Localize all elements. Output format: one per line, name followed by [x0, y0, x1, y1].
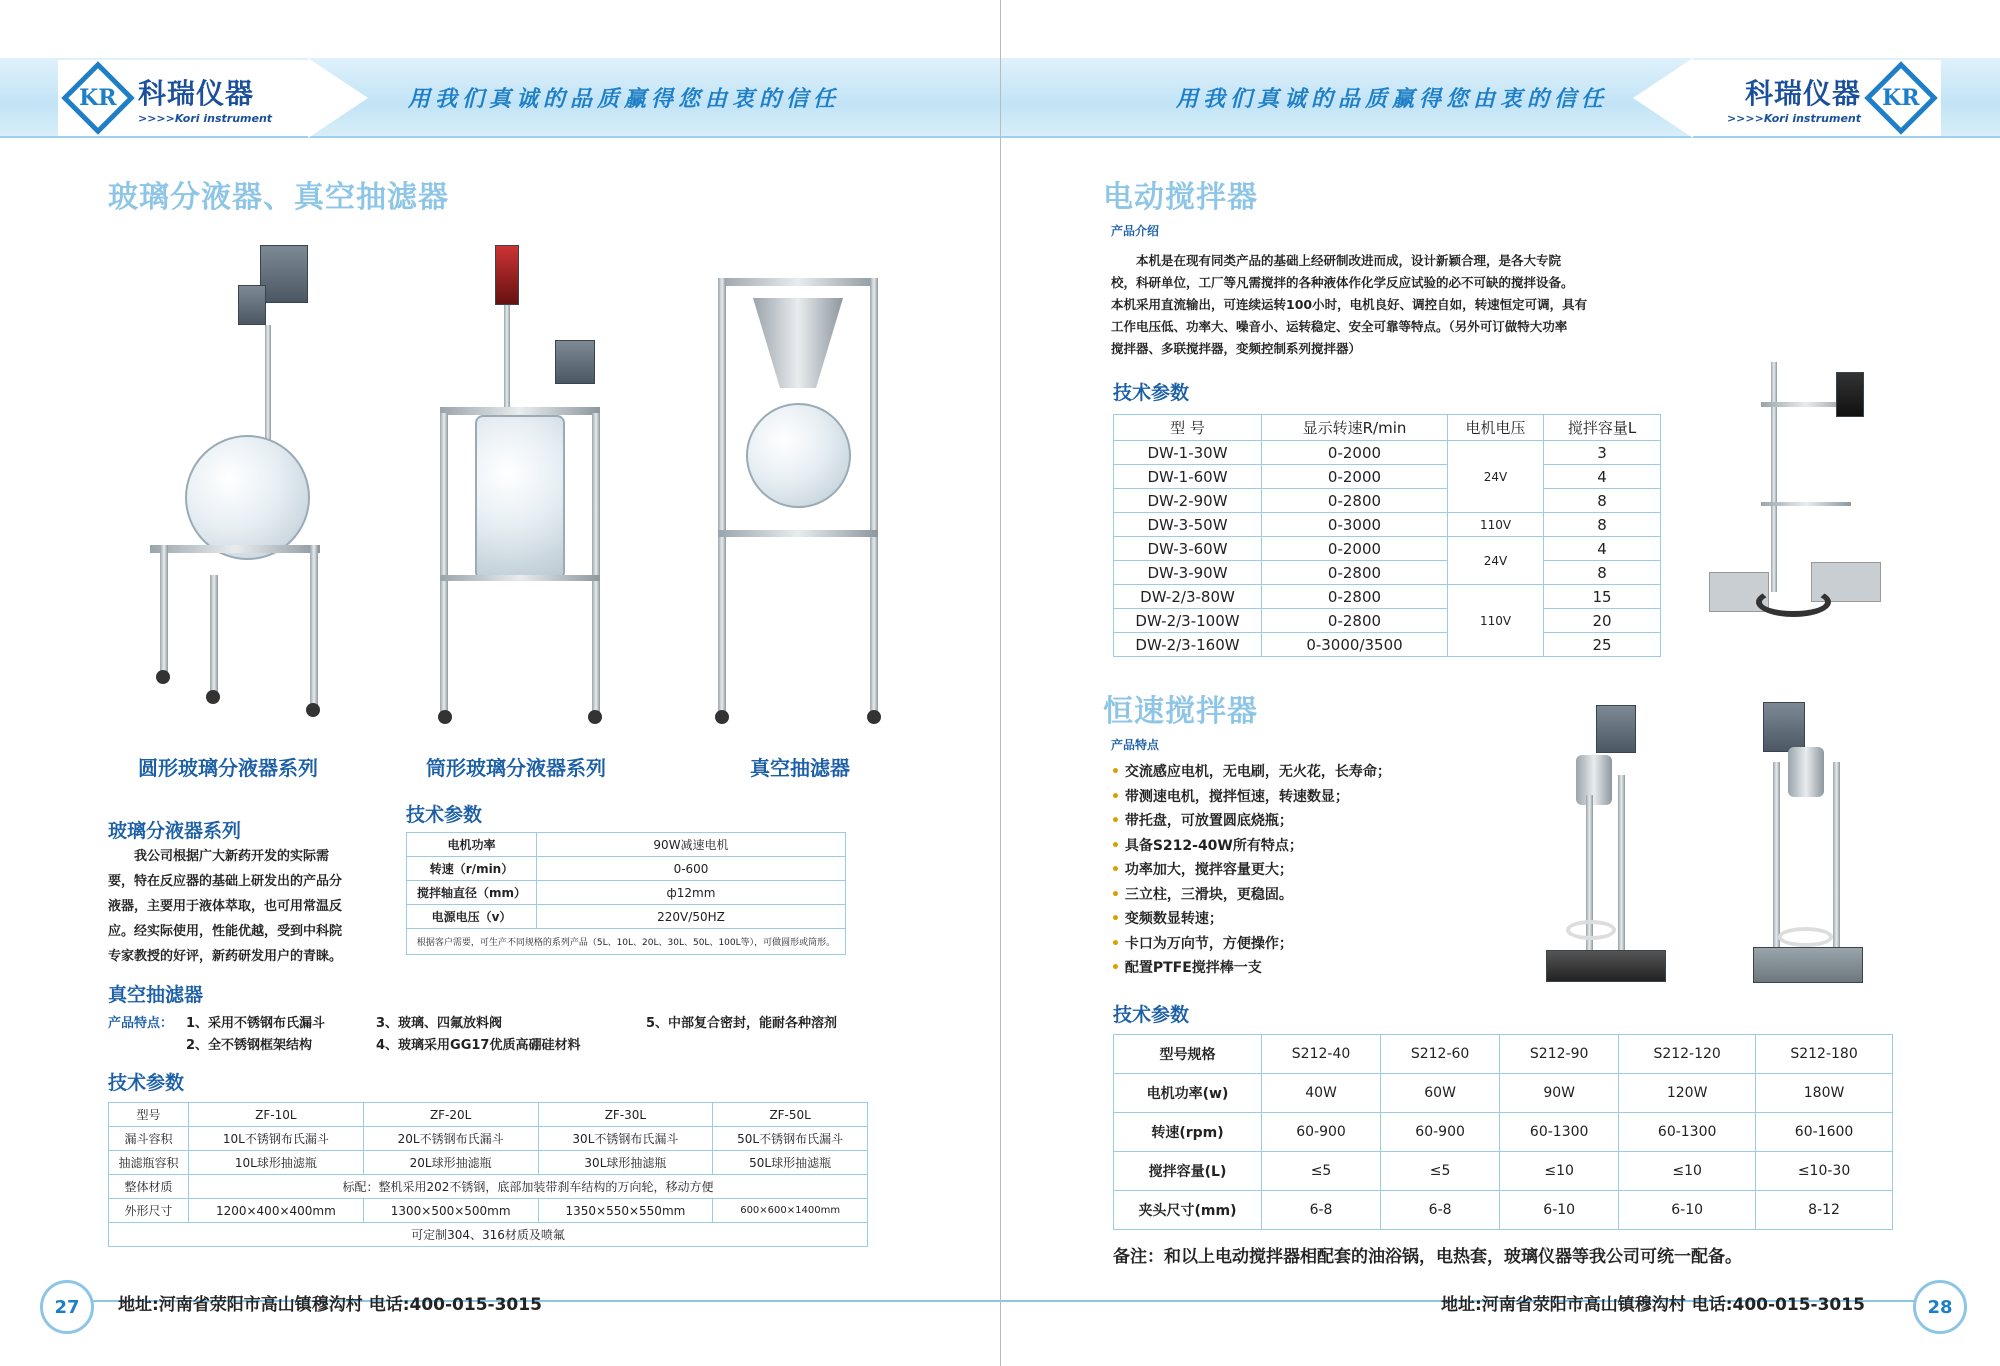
caption-cylindrical-separator: 筒形玻璃分液器系列 [426, 756, 606, 780]
table-row: DW-3-90W 0-2800 8 [1114, 561, 1661, 585]
table-row: 搅拌轴直径（mm） ф12mm [407, 881, 846, 905]
right-page [1000, 0, 2000, 1366]
series-heading: 玻璃分液器系列 [108, 820, 242, 842]
constant-speed-stirrer-image-2 [1753, 702, 1863, 987]
table-row: 型号 ZF-10L ZF-20L ZF-30L ZF-50L [109, 1103, 868, 1127]
header-banner [0, 58, 1000, 138]
table-row: DW-2/3-80W 0-2800 110V 15 [1114, 585, 1661, 609]
list-item: • 交流感应电机，无电刷，无火花，长寿命； [1111, 760, 1391, 785]
footer-contact: 地址:河南省荥阳市高山镇穆沟村 电话:400-015-3015 [1441, 1295, 1865, 1315]
table-row: DW-1-30W 0-2000 24V 3 [1114, 441, 1661, 465]
list-item: • 带托盘，可放置圆底烧瓶； [1111, 809, 1391, 834]
intro-label: 产品介绍 [1111, 224, 1160, 238]
table-row: 漏斗容积 10L不锈钢布氏漏斗 20L不锈钢布氏漏斗 30L不锈钢布氏漏斗 50L不锈钢布氏漏斗 [109, 1127, 868, 1151]
list-item: • 三立柱，三滑块，更稳固。 [1111, 883, 1391, 908]
cylindrical-separator-image [440, 245, 600, 725]
list-item: • 功率加大，搅拌容量更大； [1111, 858, 1391, 883]
list-item: • 带测速电机，搅拌恒速，转速数显； [1111, 785, 1391, 810]
vacuum-filter-image [718, 278, 878, 728]
table-row: 可定制304、316材质及喷氟 [109, 1223, 868, 1247]
table-row: 电源电压（v） 220V/50HZ [407, 905, 846, 929]
list-item: • 变频数显转速； [1111, 907, 1391, 932]
vacuum-heading: 真空抽滤器 [108, 984, 204, 1006]
brand-name: 科瑞仪器 [138, 76, 255, 110]
electric-stirrer-image [1701, 362, 1891, 622]
slogan: 用我们真诚的品质赢得您由衷的信任 [1176, 86, 1609, 112]
kr-logo-icon: KR [61, 61, 135, 135]
feature-4: 4、玻璃采用GG17优质高硼硅材料 [376, 1038, 581, 1053]
brand-name-en: >>>>Kori instrument [1726, 111, 1861, 125]
features-list [1111, 760, 1391, 981]
s212-spec-table [1113, 1034, 1893, 1230]
list-item: • 配置PTFE搅拌棒一支 [1111, 956, 1391, 981]
spec-heading: 技术参数 [406, 804, 483, 826]
spec-heading: 技术参数 [1113, 382, 1190, 404]
feature-label: 产品特点： [108, 1016, 174, 1031]
caption-vacuum-filter: 真空抽滤器 [750, 756, 850, 780]
table-row: 抽滤瓶容积 10L球形抽滤瓶 20L球形抽滤瓶 30L球形抽滤瓶 50L球形抽滤瓶 [109, 1151, 868, 1175]
intro-text: 本机是在现有同类产品的基础上经研制改进而成，设计新颖合理，是各大专院 校，科研单位，工厂等凡需搅拌的各种液体作化学反应试验的必不可缺的搅拌设备。 本机采用直流输出，可连续运转100小时，电机良好、调控自如，转速恒定可调，具有 工作电压低、功率大、噪音小、运转稳定、安全可靠等特点。（另外可订做特大功率 搅拌器、多联搅拌器，变频控制系列搅拌器） [1111, 253, 1588, 356]
slogan: 用我们真诚的品质赢得您由衷的信任 [408, 86, 841, 112]
separator-spec-table [406, 832, 846, 955]
page-number: 28 [1913, 1280, 1967, 1334]
table-row: 整体材质 标配：整机采用202不锈钢，底部加装带刹车结构的万向轮，移动方便 [109, 1175, 868, 1199]
table-row: DW-2/3-160W 0-3000/3500 25 [1114, 633, 1661, 657]
table-row: 外形尺寸 1200×400×400mm 1300×500×500mm 1350×550×550mm 600×600×1400mm [109, 1199, 868, 1223]
table-row: 电机功率 90W减速电机 [407, 833, 846, 857]
feature-2: 2、全不锈钢框架结构 [186, 1038, 313, 1053]
brand-logo [58, 60, 308, 136]
dw-spec-table [1113, 414, 1661, 657]
table-row: 转速（r/min） 0-600 [407, 857, 846, 881]
arrow-decoration [308, 58, 368, 138]
table-row: 夹头尺寸(mm) 6-8 6-8 6-10 6-10 8-12 [1114, 1191, 1893, 1230]
table-row: 转速(rpm) 60-900 60-900 60-1300 60-1300 60-1600 [1114, 1113, 1893, 1152]
brand-name-en: >>>>Kori instrument [138, 111, 273, 125]
header-banner [1001, 58, 2000, 138]
round-separator-image [150, 245, 320, 745]
table-row: 电机功率(w) 40W 60W 90W 120W 180W [1114, 1074, 1893, 1113]
table-row: 搅拌容量(L) ≤5 ≤5 ≤10 ≤10 ≤10-30 [1114, 1152, 1893, 1191]
table-row: DW-3-50W 0-3000 110V 8 [1114, 513, 1661, 537]
spec2-heading: 技术参数 [108, 1072, 185, 1094]
brand-name: 科瑞仪器 [1744, 76, 1861, 110]
list-item: • 具备S212-40W所有特点； [1111, 834, 1391, 859]
vacuum-spec-table [108, 1102, 868, 1247]
remark: 备注：和以上电动搅拌器相配套的油浴锅，电热套，玻璃仪器等我公司可统一配备。 [1113, 1247, 1742, 1267]
features-label: 产品特点 [1111, 738, 1160, 752]
page-title: 电动搅拌器 [1103, 180, 1258, 215]
spec2-heading: 技术参数 [1113, 1004, 1190, 1026]
feature-3: 3、玻璃、四氟放料阀 [376, 1016, 503, 1031]
arrow-decoration [1633, 58, 1693, 138]
table-row: 根据客户需要，可生产不同规格的系列产品（5L、10L、20L、30L、50L、100L等），可做圆形或筒形。 [407, 929, 846, 955]
constant-speed-stirrer-image-1 [1546, 705, 1666, 985]
table-row: DW-1-60W 0-2000 4 [1114, 465, 1661, 489]
brand-logo [1691, 60, 1941, 136]
page-title: 玻璃分液器、真空抽滤器 [108, 180, 449, 215]
table-row: 型号规格 S212-40 S212-60 S212-90 S212-120 S212-180 [1114, 1035, 1893, 1074]
feature-1: 1、采用不锈钢布氏漏斗 [186, 1016, 326, 1031]
kr-logo-icon: KR [1864, 61, 1938, 135]
table-row: DW-2/3-100W 0-2800 20 [1114, 609, 1661, 633]
table-row: DW-3-60W 0-2000 24V 4 [1114, 537, 1661, 561]
feature-5: 5、中部复合密封，能耐各种溶剂 [646, 1016, 838, 1031]
table-row: DW-2-90W 0-2800 8 [1114, 489, 1661, 513]
footer-contact: 地址:河南省荥阳市高山镇穆沟村 电话:400-015-3015 [118, 1295, 542, 1315]
section-title-constant-speed: 恒速搅拌器 [1103, 694, 1258, 729]
page-number: 27 [40, 1280, 94, 1334]
table-row: 型 号 显示转速R/min 电机电压 搅拌容量L [1114, 415, 1661, 441]
caption-round-separator: 圆形玻璃分液器系列 [138, 756, 318, 780]
list-item: • 卡口为万向节，方便操作； [1111, 932, 1391, 957]
series-description: 我公司根据广大新药开发的实际需 要，特在反应器的基础上研发出的产品分 液器，主要用于液体萃取，也可用常温反 应。经实际使用，性能优越，受到中科院 专家教授的好评，新药研发用户的青睐。 [108, 849, 343, 964]
